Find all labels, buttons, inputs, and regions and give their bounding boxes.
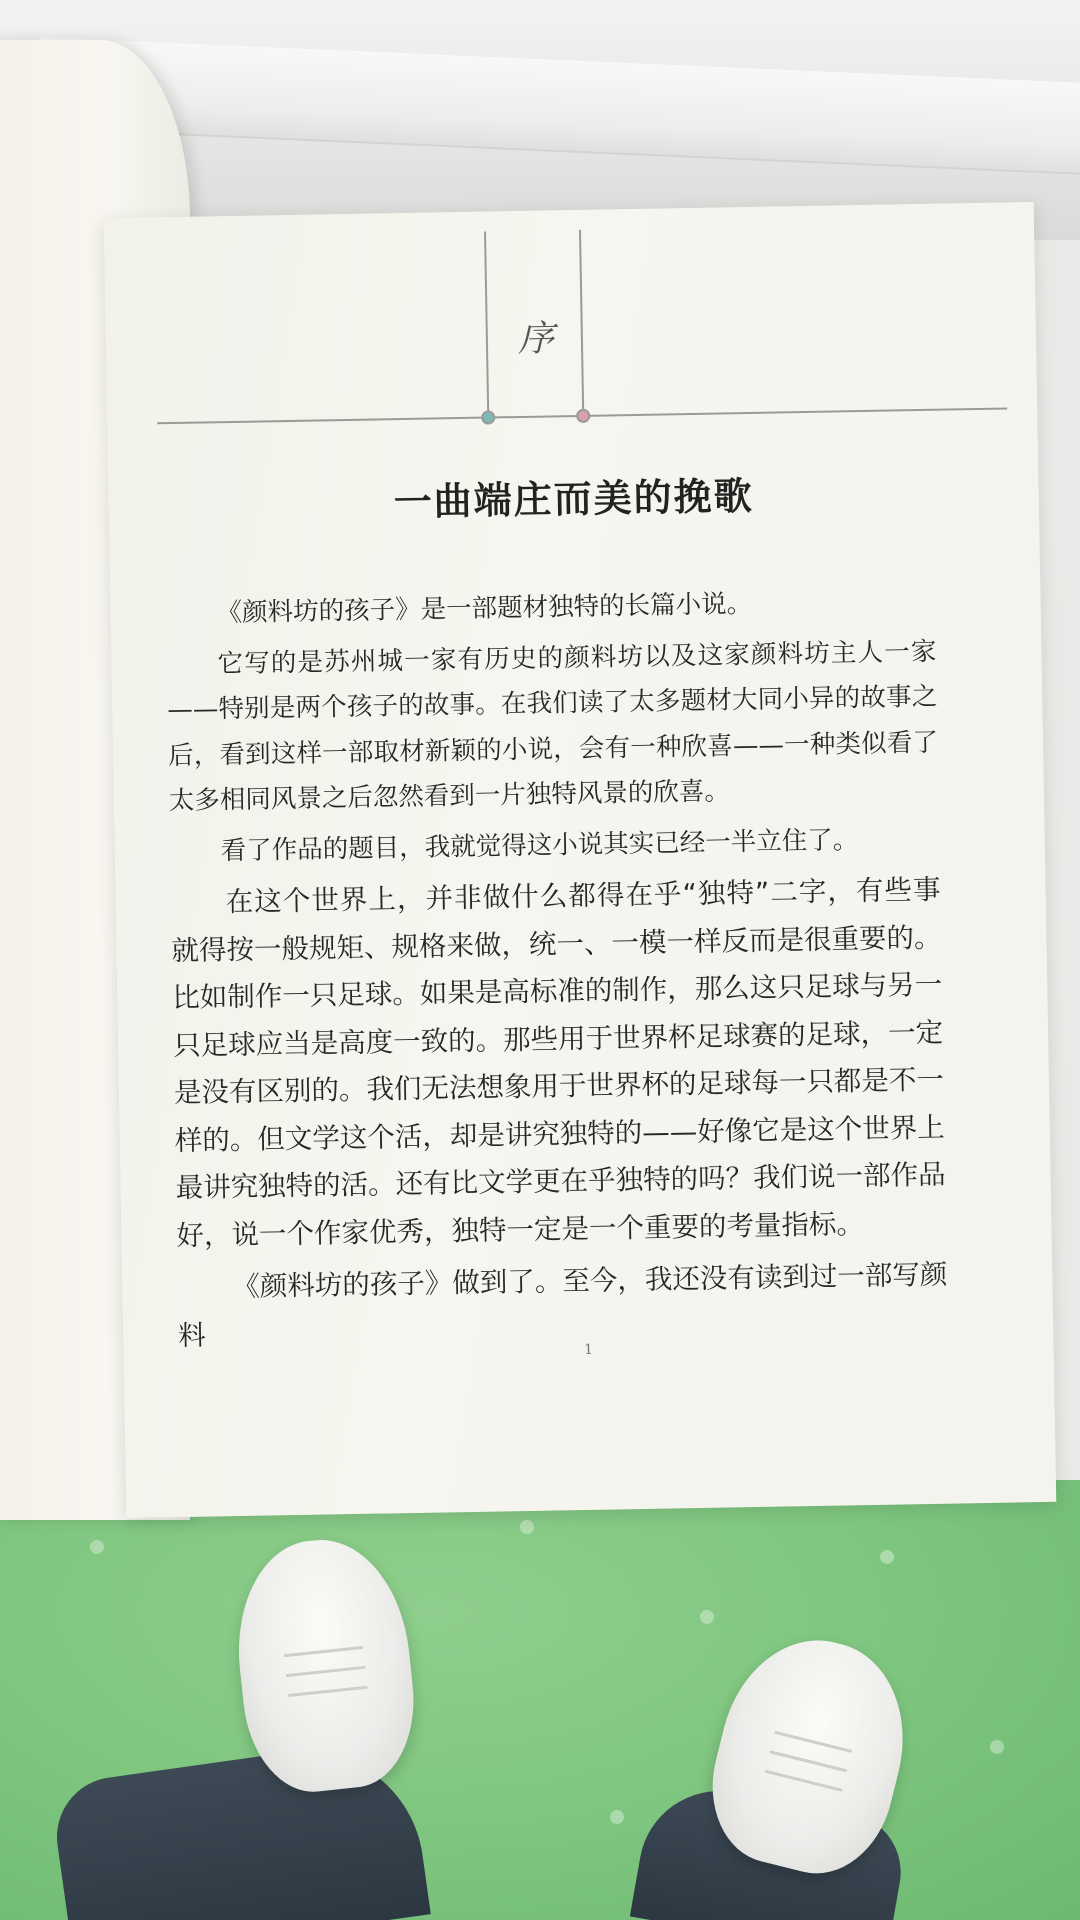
body-text [165, 579, 948, 1365]
paragraph: 《颜料坊的孩子》做到了。至今，我还没有读到过一部写颜料 [177, 1258, 948, 1352]
paragraph: 在这个世界上，并非做什么都得在乎“独特”二字，有些事就得按一般规矩、规格来做，统一、一模一样反而是很重要的。比如制作一只足球。如果是高标准的制作，那么这只足球与另一只足球应当是高度一致的。那些用于世界杯足球赛的足球，一定是没有区别的。我们无法想象用于世界杯的足球每一只都是不一样的。但文学这个活，却是讲究独特的——好像它是这个世界上最讲究独特的活。还有比文学更在乎独特的吗？我们说一部作品好，说一个作家优秀，独特一定是一个重要的考量指标。 [171, 873, 946, 1252]
chapter-header-ornament [104, 202, 1038, 433]
chapter-title: 一曲端庄而美的挽歌 [393, 472, 755, 525]
paragraph: 看了作品的题目，我就觉得这小说其实已经一半立住了。 [220, 824, 859, 866]
paragraph: 它写的是苏州城一家有历史的颜料坊以及这家颜料坊主人一家——特别是两个孩子的故事。在我们读了太多题材大同小异的故事之后，看到这样一部取材新颖的小说，会有一种欣喜——一种类似看了太多相同风景之后忽然看到一片独特风景的欣喜。 [167, 636, 939, 817]
section-glyph: 序 [517, 318, 555, 361]
book-page [104, 202, 1057, 1518]
teal-ornament-dot [481, 410, 495, 424]
paragraph: 《颜料坊的孩子》是一部题材独特的长篇小说。 [216, 588, 753, 629]
pink-ornament-dot [576, 409, 590, 423]
page-number: 1 [583, 1341, 594, 1359]
